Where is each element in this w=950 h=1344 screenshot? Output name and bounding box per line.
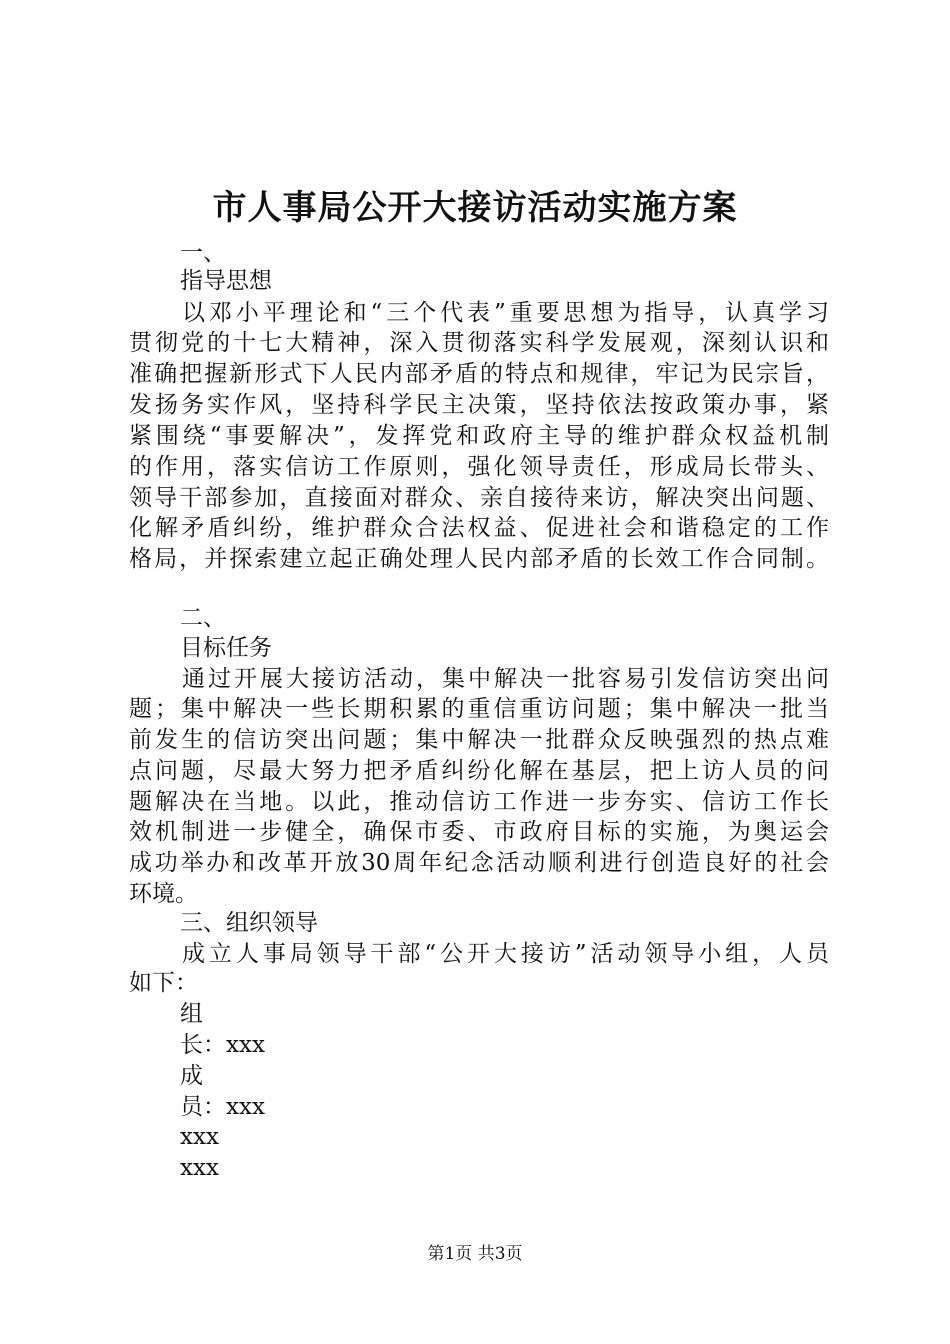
section-2-paragraph-line: 通过开展大接访活动，集中解决一批容易引发信访突出问: [182, 666, 829, 692]
section-2-paragraph-line: 题；集中解决一些长期积累的重信重访问题；集中解决一批当: [129, 696, 829, 722]
member-line: xxx: [180, 1124, 219, 1150]
section-2-paragraph-line: 前发生的信访突出问题；集中解决一批群众反映强烈的热点难: [129, 727, 829, 753]
section-2-paragraph-line: 成功举办和改革开放30周年纪念活动顺利进行创造良好的社会: [129, 850, 829, 876]
section-2-number: 二、: [180, 605, 226, 631]
section-1-paragraph-line: 的作用，落实信访工作原则，强化领导责任，形成局长带头、: [129, 454, 829, 480]
section-1-paragraph-line: 贯彻党的十七大精神，深入贯彻落实科学发展观，深刻认识和: [129, 330, 829, 356]
section-1-paragraph-line: 准确把握新形式下人民内部矛盾的特点和规律，牢记为民宗旨，: [129, 361, 829, 387]
section-1-paragraph-line: 格局，并探索建立起正确处理人民内部矛盾的长效工作合同制。: [129, 546, 829, 572]
page-footer: 第1页 共3页: [427, 1244, 523, 1264]
section-1-heading: 指导思想: [180, 268, 272, 294]
section-3-paragraph-line: 成立人事局领导干部“公开大接访”活动领导小组，人员: [182, 941, 829, 967]
section-2-paragraph-line: 题解决在当地。以此，推动信访工作进一步夯实、信访工作长: [129, 789, 829, 815]
section-1-paragraph-line: 领导干部参加，直接面对群众、亲自接待来访，解决突出问题、: [129, 485, 829, 511]
section-2-paragraph-line: 环境。: [129, 881, 198, 907]
section-3-paragraph-line: 如下：: [129, 970, 198, 996]
member-line: 组: [180, 1001, 203, 1027]
member-line: 长：xxx: [180, 1032, 265, 1058]
section-2-heading: 目标任务: [180, 635, 272, 661]
member-line: xxx: [180, 1155, 219, 1181]
section-3-heading: 三、组织领导: [180, 910, 318, 936]
section-2-paragraph-line: 效机制进一步健全，确保市委、市政府目标的实施，为奥运会: [129, 819, 829, 845]
section-1-paragraph-line: 紧围绕“事要解决”，发挥党和政府主导的维护群众权益机制: [129, 423, 829, 449]
section-2-paragraph-line: 点问题，尽最大努力把矛盾纠纷化解在基层，把上访人员的问: [129, 758, 829, 784]
section-1-paragraph-line: 发扬务实作风，坚持科学民主决策，坚持依法按政策办事，紧: [129, 392, 829, 418]
section-1-paragraph-line: 以邓小平理论和“三个代表”重要思想为指导，认真学习: [182, 300, 829, 326]
document-title: 市人事局公开大接访活动实施方案: [212, 188, 738, 228]
section-1-paragraph-line: 化解矛盾纠纷，维护群众合法权益、促进社会和谐稳定的工作: [129, 515, 829, 541]
member-line: 员：xxx: [180, 1094, 265, 1120]
member-line: 成: [180, 1063, 203, 1089]
section-1-number: 一、: [180, 240, 226, 266]
